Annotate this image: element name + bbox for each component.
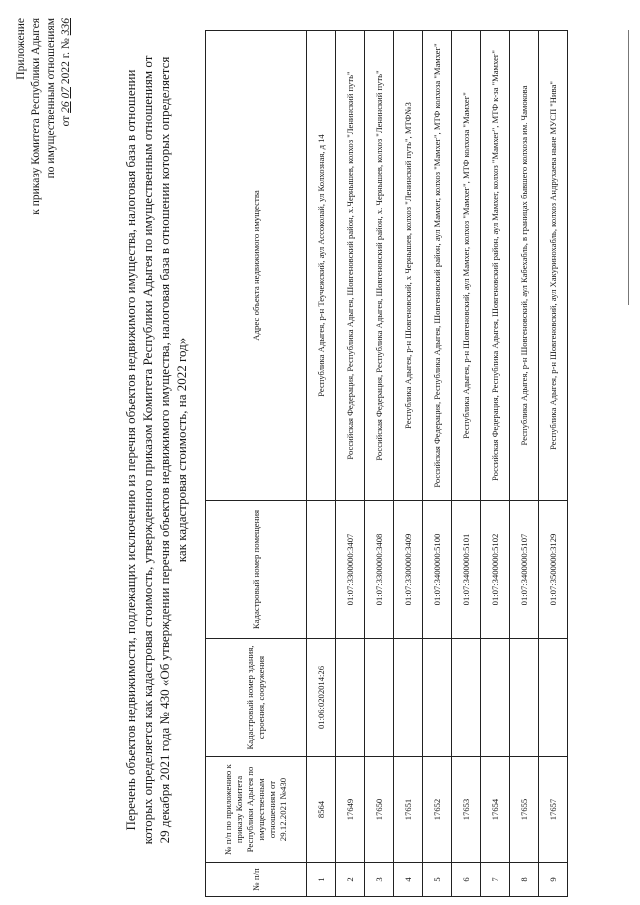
cell-room-cadastral: 01:07:3400000:5101 [452, 501, 481, 639]
table-row [365, 31, 394, 897]
cell-room-cadastral: 01:07:3400000:5107 [510, 501, 539, 639]
table-row [423, 31, 452, 897]
cell-building-cadastral [539, 639, 568, 757]
header-num: № п/п [206, 863, 307, 897]
cell-room-cadastral: 01:07:3300000:3407 [336, 501, 365, 639]
date-month: 07 [60, 87, 72, 99]
cell-room-cadastral [307, 501, 336, 639]
cell-building-cadastral [365, 639, 394, 757]
cell-room-cadastral: 01:07:3300000:3408 [365, 501, 394, 639]
date-year: 2022 г. № [60, 38, 72, 85]
appendix-date-line [59, 18, 74, 318]
cell-num: 7 [481, 863, 510, 897]
cell-num: 3 [365, 863, 394, 897]
table-row [481, 31, 510, 897]
cell-num: 5 [423, 863, 452, 897]
cell-address: Российская Федерация, Республика Адыгея, Шовгеновский район, аул Мамхег, колхоз "Мамхег", МТФ колхоза "Мамхег" [423, 31, 452, 501]
appendix-title: Приложение [15, 18, 27, 80]
order-number: 336 [60, 18, 72, 36]
table-row [539, 31, 568, 897]
cell-room-cadastral: 01:07:3400000:5102 [481, 501, 510, 639]
appendix-line-committee: по имущественным отношениям [45, 18, 57, 179]
cell-old-num: 17651 [394, 757, 423, 863]
cell-address: Республика Адыгея, р-н Шовгеновский, аул Хакуринохабль, колхоз Андрухаева ныне МУСП "Нива" [539, 31, 568, 501]
footer-rule [628, 30, 629, 305]
appendix-line-order: к приказу Комитета Республики Адыгея [30, 18, 42, 215]
header-address: Адрес объекта недвижимого имущества [206, 31, 307, 501]
cell-room-cadastral: 01:07:3300000:3409 [394, 501, 423, 639]
cell-old-num: 17655 [510, 757, 539, 863]
appendix-header [14, 18, 74, 318]
cell-address: Республика Адыгея, р-н Шовгеновский, аул Кабехабль, в границах бывшего колхоза им. Чамокова [510, 31, 539, 501]
date-prefix: от [60, 115, 72, 127]
cell-building-cadastral [481, 639, 510, 757]
cell-building-cadastral [423, 639, 452, 757]
cell-room-cadastral: 01:07:3500000:3129 [539, 501, 568, 639]
cell-address: Республика Адыгея, р-н Шовгеновский, х Чернышев, колхоз "Ленинский путь", МТФ№3 [394, 31, 423, 501]
date-day: 26 [60, 101, 72, 113]
cell-building-cadastral [510, 639, 539, 757]
property-table [205, 30, 568, 897]
cell-building-cadastral [336, 639, 365, 757]
cell-num: 8 [510, 863, 539, 897]
table-row [452, 31, 481, 897]
cell-address: Российская Федерация, Республика Адыгея, Шовгеновский район, аул Мамхег, колхоз "Мамхег", МТФ к-за "Мамхег" [481, 31, 510, 501]
cell-num: 2 [336, 863, 365, 897]
table-header-row [206, 31, 307, 897]
table-row [510, 31, 539, 897]
cell-old-num: 17652 [423, 757, 452, 863]
cell-old-num: 8564 [307, 757, 336, 863]
cell-address: Российская Федерация, Республика Адыгея, Шовгеновский район, х. Чернышев, колхоз "Ленинский путь" [365, 31, 394, 501]
cell-old-num: 17650 [365, 757, 394, 863]
table-row [394, 31, 423, 897]
cell-old-num: 17649 [336, 757, 365, 863]
cell-old-num: 17653 [452, 757, 481, 863]
cell-old-num: 17657 [539, 757, 568, 863]
table-row [307, 31, 336, 897]
cell-room-cadastral: 01:07:3400000:5100 [423, 501, 452, 639]
cell-num: 4 [394, 863, 423, 897]
cell-building-cadastral [452, 639, 481, 757]
cell-address: Республика Адыгея, р-н Шовгеновский, аул Мамхег, колхоз "Мамхег", МТФ колхоза "Мамхег" [452, 31, 481, 501]
cell-num: 6 [452, 863, 481, 897]
cell-num: 1 [307, 863, 336, 897]
table-row [336, 31, 365, 897]
header-building-cadastral: Кадастровый номер здания, строения, сооружения [206, 639, 307, 757]
document-title: Перечень объектов недвижимости, подлежащих исключению из перечня объектов недвижимого имущества, налоговая база в отношении которых определяется как кадастровая стоимость, утвержденного приказом Комитета Республики Адыгея по имущественным отношениям от 29 декабря 2021 года № 430 «Об утверждении перечня объектов недвижимого имущества, налоговая база в отношении которых определяется как кадастровая стоимость, на 2022 год» [123, 55, 189, 845]
header-room-cadastral: Кадастровый номер помещения [206, 501, 307, 639]
cell-building-cadastral [394, 639, 423, 757]
header-old-num: № п/п по приложению к приказу Комитета Республики Адыгея по имущественным отношениям от 29.12.2021 №430 [206, 757, 307, 863]
cell-building-cadastral: 01:06:0202014:26 [307, 639, 336, 757]
cell-address: Республика Адыгея, р-н Теучежский, аул Ассоколай, ул Колхозная, д 14 [307, 31, 336, 501]
cell-num: 9 [539, 863, 568, 897]
cell-address: Российская Федерация, Республика Адыгея, Шовгеновский район, х.Чернышев, колхоз "Ленинский путь" [336, 31, 365, 501]
cell-old-num: 17654 [481, 757, 510, 863]
